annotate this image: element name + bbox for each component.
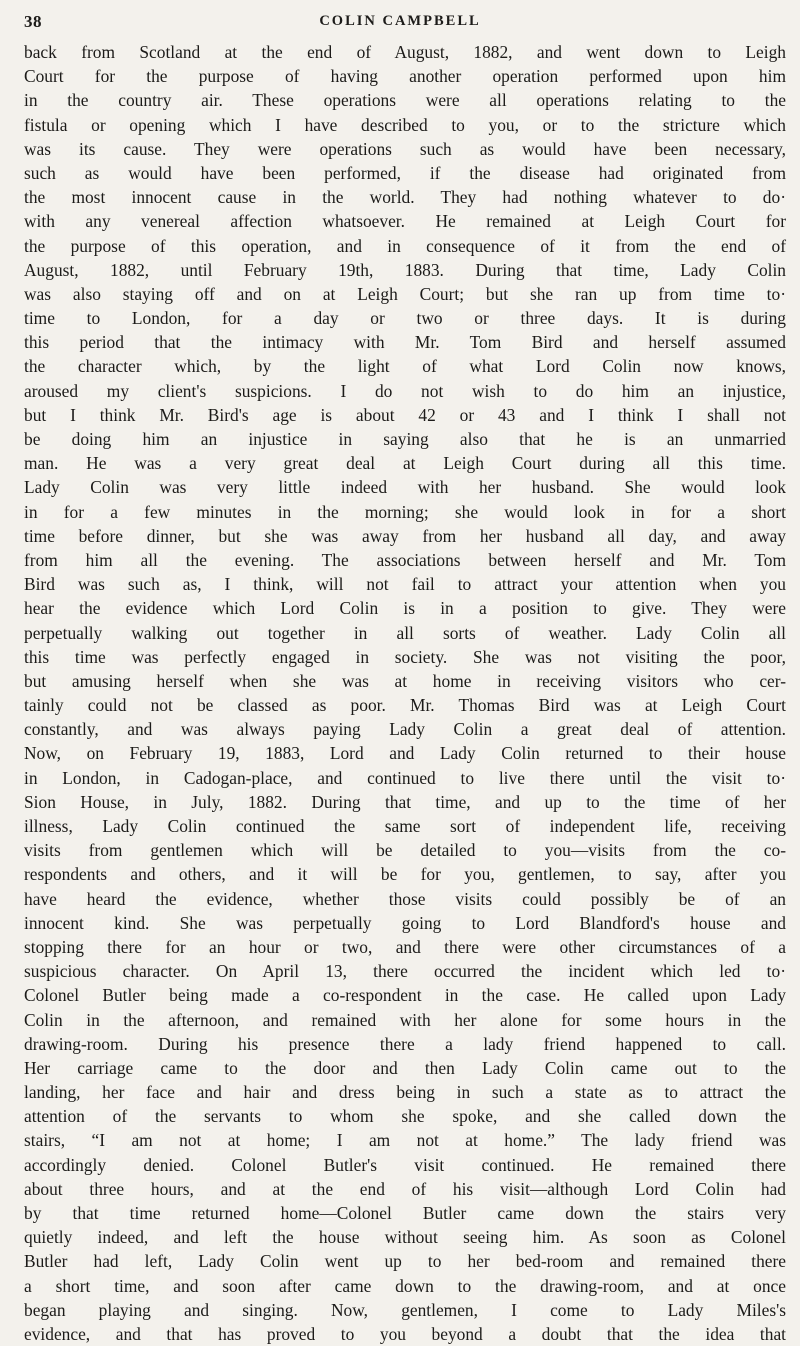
text-line: this time was perfectly engaged in society. She was not visiting the poor, [24,646,786,667]
text-line: time to London, for a day or two or three days. It is during [24,308,786,329]
text-line: about three hours, and at the end of his visit—although Lord Colin had [24,1178,786,1199]
text-line: landing, her face and hair and dress being in such a state as to attract the [24,1082,786,1103]
text-line: was also staying off and on at Leigh Court; but she ran up from time to· [24,283,786,304]
text-line: drawing-room. During his presence there a lady friend happened to call. [24,1033,786,1054]
text-line: Bird was such as, I think, will not fail to attract your attention when you [24,574,786,595]
text-line: Butler had left, Lady Colin went up to her bed-room and remained there [24,1251,786,1272]
text-line: have heard the evidence, whether those visits could possibly be of an [24,888,786,909]
text-line: attention of the servants to whom she spoke, and she called down the [24,1106,786,1127]
text-line: evidence, and that has proved to you beyond a doubt that the idea that [24,1323,786,1344]
text-line: hear the evidence which Lord Colin is in a position to give. They were [24,598,786,619]
text-line: Sion House, in July, 1882. During that time, and up to the time of her [24,791,786,812]
page-header [24,12,776,36]
page-number: 38 [24,12,42,31]
text-line: constantly, and was always paying Lady Colin a great deal of attention. [24,719,786,740]
text-line: Colin in the afternoon, and remained with her alone for some hours in the [24,1009,786,1030]
text-line: aroused my client's suspicions. I do not wish to do him an injustice, [24,380,786,401]
text-line: accordingly denied. Colonel Butler's visit continued. He remained there [24,1154,786,1175]
text-line: time before dinner, but she was away from her husband all day, and away [24,525,786,546]
text-line: stairs, “I am not at home; I am not at home.” The lady friend was [24,1130,786,1151]
text-line: in for a few minutes in the morning; she would look in for a short [24,501,786,522]
text-line: the character which, by the light of what Lord Colin now knows, [24,356,786,377]
text-line: suspicious character. On April 13, there occurred the incident which led to· [24,961,786,982]
text-line: be doing him an injustice in saying also that he is an unmarried [24,429,786,449]
text-line: visits from gentlemen which will be detailed to you—visits from the co- [24,840,786,861]
body-text [24,40,786,1346]
text-line: Her carriage came to the door and then Lady Colin came out to the [24,1057,786,1078]
text-line: from him all the evening. The associations between herself and Mr. Tom [24,549,786,570]
text-line: such as would have been performed, if the disease had originated from [24,162,786,183]
text-line: respondents and others, and it will be for you, gentlemen, to say, after you [24,864,786,885]
text-line: was its cause. They were operations such as would have been necessary, [24,138,786,159]
text-line: the purpose of this operation, and in consequence of it from the end of [24,235,786,256]
text-line: Colonel Butler being made a co-respondent in the case. He called upon Lady [24,985,786,1006]
text-line: perpetually walking out together in all sorts of weather. Lady Colin all [24,622,786,643]
text-line: but I think Mr. Bird's age is about 42 or 43 and I think I shall not [24,404,786,425]
text-line: back from Scotland at the end of August, 1882, and went down to Leigh [24,42,786,62]
text-line: with any venereal affection whatsoever. He remained at Leigh Court for [24,211,786,232]
text-line: but amusing herself when she was at home in receiving visitors who cer- [24,670,786,691]
text-line: this period that the intimacy with Mr. Tom Bird and herself assumed [24,332,786,353]
text-line: Now, on February 19, 1883, Lord and Lady Colin returned to their house [24,743,786,764]
running-head: COLIN CAMPBELL [319,13,481,29]
text-line: August, 1882, until February 19th, 1883. During that time, Lady Colin [24,259,786,280]
text-line: in the country air. These operations were all operations relating to the [24,90,786,111]
text-line: began playing and singing. Now, gentlemen, I come to Lady Miles's [24,1299,786,1320]
text-line: Lady Colin was very little indeed with her husband. She would look [24,477,786,498]
text-line: quietly indeed, and left the house without seeing him. As soon as Colonel [24,1227,786,1248]
text-line: a short time, and soon after came down to the drawing-room, and at once [24,1275,786,1296]
text-line: in London, in Cadogan-place, and continued to live there until the visit to· [24,767,786,788]
text-line: stopping there for an hour or two, and there were other circumstances of a [24,936,786,957]
text-line: Court for the purpose of having another operation performed upon him [24,66,786,87]
text-line: innocent kind. She was perpetually going to Lord Blandford's house and [24,912,786,933]
text-line: illness, Lady Colin continued the same sort of independent life, receiving [24,816,786,836]
text-line: tainly could not be classed as poor. Mr. Thomas Bird was at Leigh Court [24,695,786,716]
text-line: fistula or opening which I have described to you, or to the stricture which [24,114,786,135]
text-line: by that time returned home—Colonel Butler came down the stairs very [24,1203,786,1223]
text-line: the most innocent cause in the world. They had nothing whatever to do· [24,187,786,208]
text-line: man. He was a very great deal at Leigh Court during all this time. [24,453,786,474]
